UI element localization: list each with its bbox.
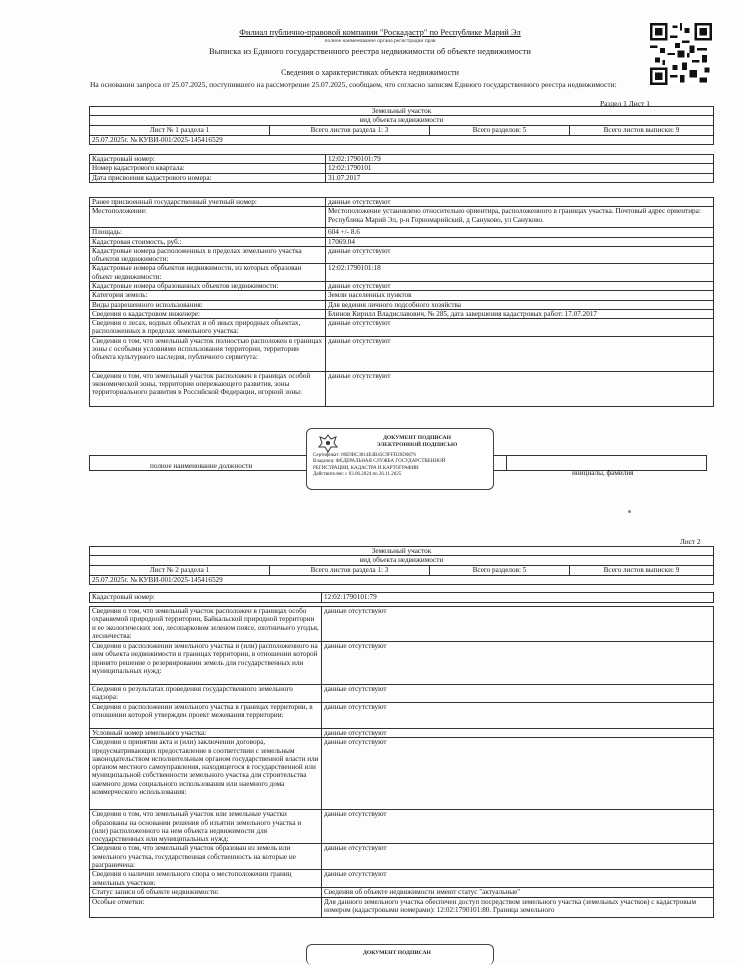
table-row	[90, 810, 714, 844]
table-row	[90, 198, 714, 207]
request-intro: На основании запроса от 25.07.2025, поступившего на рассмотрение 25.07.2025, сообщаем, что согласно записям Единого государственного реестра недвижимости:	[90, 80, 617, 89]
row-value: Земли населенных пунктов	[326, 291, 714, 300]
row-label: Сведения о том, что земельный участок полностью расположен в границах зоны с особыми условиями использования территории, территории объекта культурного наследия, публичного сервитута:	[90, 336, 326, 371]
object-type-caption: вид объекта недвижимости	[90, 556, 714, 565]
table-row	[90, 228, 714, 237]
row-label: Кадастровые номера объектов недвижимости, из которых образован объект недвижимости:	[90, 264, 326, 282]
stamp-title: ДОКУМЕНТ ПОДПИСАН	[363, 950, 431, 956]
row-value: 12:02:1790101:79	[326, 155, 714, 164]
table-row	[90, 336, 714, 371]
sheet2-label: Лист 2	[680, 538, 701, 546]
table-row	[90, 371, 714, 406]
table-row	[90, 164, 714, 173]
row-label: Сведения о том, что земельный участок расположен в границах особой экономической зоны, территории опережающего развития, зоны территориального развития в Российской Федерации, игорной зоны:	[90, 371, 326, 406]
row-label: Площадь:	[90, 228, 326, 237]
table-row	[90, 897, 714, 917]
row-value: данные отсутствуют	[326, 198, 714, 207]
row-label: Виды разрешенного использования:	[90, 300, 326, 309]
row-value: Сведения об объекте недвижимости имеют статус "актуальные"	[322, 888, 714, 897]
stamp-certificate: Сертификат: 00E9BC3814E4B45C9FFD20D0876	[313, 453, 416, 458]
row-value: данные отсутствуют	[322, 703, 714, 729]
row-label: Сведения о том, что земельный участок расположен в границах особо охраняемой природной территории, Байкальской природной территории и ее экологических зон, лесопарковом зеленом поясе, охотничьего угодья, лесничества:	[90, 607, 322, 642]
row-value: 31.07.2017	[326, 173, 714, 182]
row-label: Местоположение:	[90, 207, 326, 228]
row-label: Сведения о том, что земельный участок образован из земель или земельного участка, государственная собственность на которые не разграничена:	[90, 844, 322, 870]
row-value: данные отсутствуют	[326, 319, 714, 337]
row-label: Сведения о кадастровом инженере:	[90, 309, 326, 318]
name-label: инициалы, фамилия	[572, 469, 634, 477]
table-row	[90, 703, 714, 729]
row-value: данные отсутствуют	[322, 685, 714, 703]
document-title: Выписка из Единого государственного реестра недвижимости об объекте недвижимости	[209, 46, 531, 56]
sheet2-cadastral-table	[89, 592, 714, 603]
row-value: данные отсутствуют	[326, 281, 714, 290]
table-row	[90, 870, 714, 888]
row-value: Местоположение установлено относительно ориентира, расположенного в границах участка. Почтовый адрес ориентира: Республика Марий Эл, р-н Горномарийский, д Сануково, ул Сануково.	[326, 207, 714, 228]
sheet2-details-table	[89, 606, 714, 918]
row-value: 12:02:1790101:18	[326, 264, 714, 282]
table-row	[90, 729, 714, 738]
table-row	[90, 155, 714, 164]
sheet-number: Лист № 2 раздела 1	[90, 565, 270, 575]
table-row	[90, 207, 714, 228]
row-label: Ранее присвоенный государственный учетный номер:	[90, 198, 326, 207]
row-label: Кадастровые номера образованных объектов недвижимости:	[90, 281, 326, 290]
table-row	[90, 844, 714, 870]
row-value: Для ведения личного подсобного хозяйства	[326, 300, 714, 309]
table-row	[90, 246, 714, 264]
row-label: Сведения о расположении земельного участка в границах территории, в отношении которой утвержден проект межевания территории:	[90, 703, 322, 729]
extract-sheets-total: Всего листов выписки: 9	[570, 565, 714, 575]
row-label: Сведения о результатах проведения государственного земельного надзора:	[90, 685, 322, 703]
row-label: Сведения о наличии земельного спора о местоположении границ земельных участков:	[90, 870, 322, 888]
document-number: 25.07.2025г. № КУВИ-001/2025-145416529	[90, 135, 714, 144]
row-value: данные отсутствуют	[322, 870, 714, 888]
table-row	[90, 685, 714, 703]
table-row	[90, 738, 714, 810]
row-label: Статус записи об объекте недвижимости:	[90, 888, 322, 897]
row-value: данные отсутствуют	[322, 607, 714, 642]
row-value: данные отсутствуют	[322, 729, 714, 738]
row-value: данные отсутствуют	[322, 738, 714, 810]
row-label: Сведения о расположении земельного участка и (или) расположенного на нем объекта недвижимости в границах территории, в отношении которой принято решение о резервировании земель для государственных или муниципальных нужд:	[90, 642, 322, 685]
row-value: данные отсутствуют	[326, 246, 714, 264]
stamp-title: ДОКУМЕНТ ПОДПИСАН	[383, 435, 451, 441]
row-value: данные отсутствуют	[322, 810, 714, 844]
table-row	[90, 173, 714, 182]
org-name: Филиал публично-правовой компании "Роскадастр" по Республике Марий Эл	[239, 27, 521, 37]
table-row	[90, 607, 714, 642]
object-type-caption: вид объекта недвижимости	[90, 116, 714, 125]
object-type: Земельный участок	[90, 107, 714, 116]
table-row	[90, 291, 714, 300]
table-row	[90, 264, 714, 282]
row-label: Дата присвоения кадастрового номера:	[90, 173, 326, 182]
row-value: Блинов Кирилл Владиславович, № 285, дата завершения кадастровых работ: 17.07.2017	[326, 309, 714, 318]
extract-sheets-total: Всего листов выписки: 9	[570, 125, 714, 135]
row-value: 17069.04	[326, 237, 714, 246]
e-signature-stamp-bottom	[306, 944, 494, 965]
table-row	[90, 319, 714, 337]
e-signature-stamp	[306, 428, 494, 490]
row-label: Кадастровые номера расположенных в пределах земельного участка объектов недвижимости:	[90, 246, 326, 264]
coat-of-arms-icon	[317, 433, 339, 453]
stamp-owner-cont: РЕГИСТРАЦИИ, КАДАСТРА И КАРТОГРАФИИ	[313, 465, 419, 471]
table-row	[90, 300, 714, 309]
row-value: 12:02:1790101:79	[322, 593, 714, 603]
row-value: Для данного земельного участка обеспечен доступ посредством земельного участка (земельных участков) с кадастровым номером (кадастровыми номерами): 12:02:1790101:80. Граница земельного	[322, 897, 714, 917]
sheet1-details-table	[89, 197, 714, 407]
row-label: Особые отметки:	[90, 897, 322, 917]
section-sheets-total: Всего листов раздела 1: 3	[270, 125, 430, 135]
section-label: Раздел 1 Лист 1	[600, 99, 651, 108]
sheet1-header-table	[89, 106, 714, 145]
table-row	[90, 237, 714, 246]
row-label: Кадастровый номер:	[90, 593, 322, 603]
row-value: данные отсутствуют	[326, 336, 714, 371]
document-number: 25.07.2025г. № КУВИ-001/2025-145416529	[90, 575, 714, 584]
row-label: Категория земель:	[90, 291, 326, 300]
row-value: данные отсутствуют	[326, 371, 714, 406]
sections-total: Всего разделов: 5	[430, 565, 570, 575]
object-type: Земельный участок	[90, 547, 714, 556]
sheet1-basic-table	[89, 154, 714, 183]
org-name-caption: полное наименование органа регистрации прав	[324, 38, 436, 44]
sheet-number: Лист № 1 раздела 1	[90, 125, 270, 135]
row-label: Сведения о принятии акта и (или) заключении договора, предусматривающих предоставление в соответствии с земельным законодательством исполнительным органом государственной власти или органом местного самоуправления, находящегося в государственной или муниципальной собственности земельного участка для строительства наемного дома социального использования или наемного дома коммерческого использования:	[90, 738, 322, 810]
stamp-validity: Действителен: с 03.06.2024 по 26.11.2025	[313, 471, 402, 477]
row-label: Номер кадастрового квартала:	[90, 164, 326, 173]
qr-code-icon	[650, 23, 712, 85]
table-row	[90, 888, 714, 897]
row-value: данные отсутствуют	[322, 642, 714, 685]
table-row	[90, 281, 714, 290]
sheet2-header-table	[89, 546, 714, 585]
row-label: Условный номер земельного участка:	[90, 729, 322, 738]
table-row	[90, 642, 714, 685]
row-value: 604 +/- 8.6	[326, 228, 714, 237]
stamp-subtitle: ЭЛЕКТРОННОЙ ПОДПИСЬЮ	[376, 441, 458, 448]
stamp-owner: Владелец: ФЕДЕРАЛЬНАЯ СЛУЖБА ГОСУДАРСТВЕННОЙ	[313, 459, 446, 465]
sections-total: Всего разделов: 5	[430, 125, 570, 135]
row-value: данные отсутствуют	[322, 844, 714, 870]
table-row	[90, 309, 714, 318]
row-label: Сведения о лесах, водных объектах и об иных природных объектах, расположенных в пределах земельного участка:	[90, 319, 326, 337]
section-sheets-total: Всего листов раздела 1: 3	[270, 565, 430, 575]
row-label: Кадастровая стоимость, руб.:	[90, 237, 326, 246]
row-label: Сведения о том, что земельный участок или земельные участки образованы на основании решения об изъятии земельного участка и (или) расположенного на нем объекта недвижимости для государственных или муниципальных нужд:	[90, 810, 322, 844]
document-subtitle: Сведения о характеристиках объекта недвижимости	[281, 68, 459, 77]
row-value: 12:02:1790101	[326, 164, 714, 173]
row-label: Кадастровый номер:	[90, 155, 326, 164]
position-label: полное наименование должности	[150, 462, 253, 470]
